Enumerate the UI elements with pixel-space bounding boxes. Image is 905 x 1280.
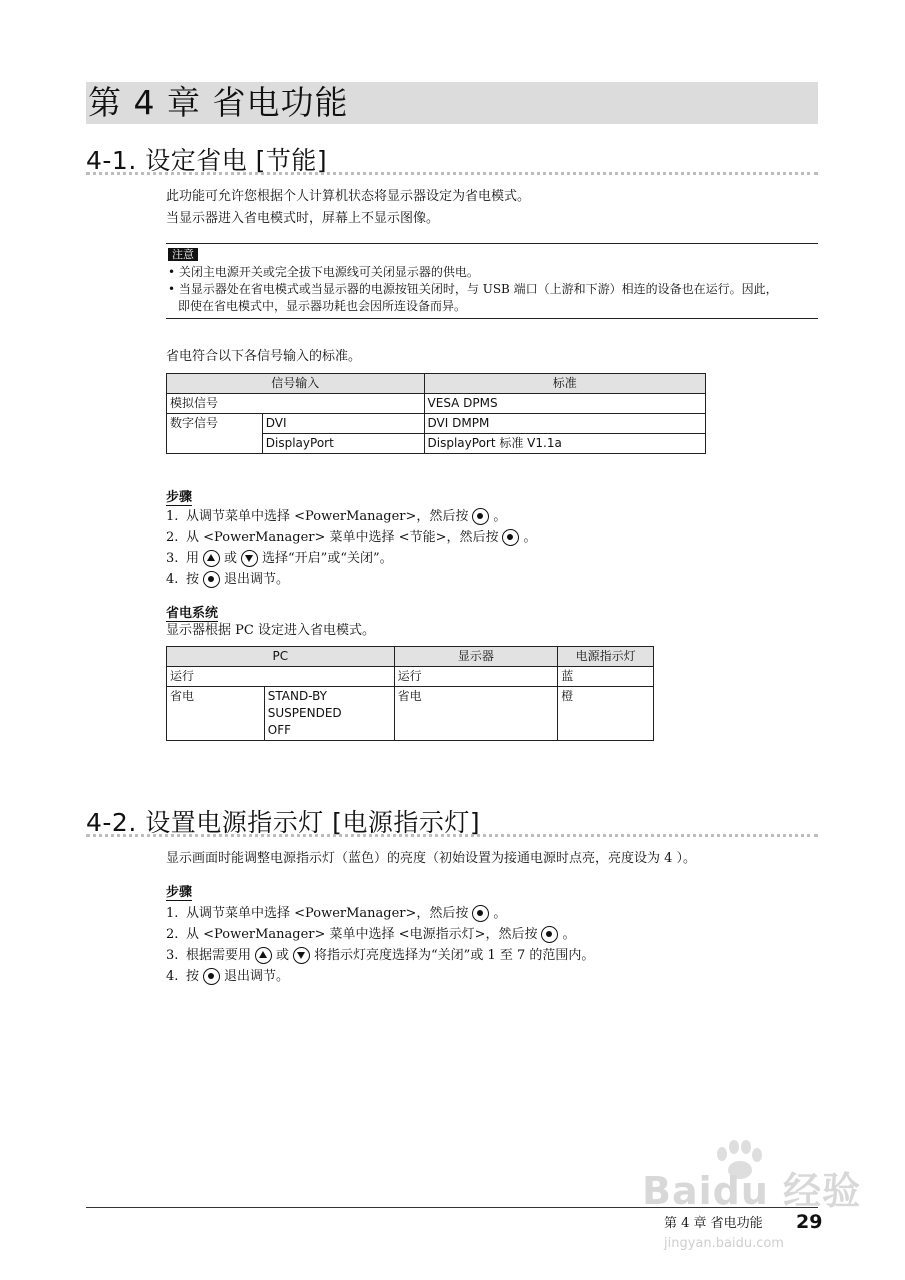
step-item <box>166 527 536 548</box>
table-row <box>167 414 706 434</box>
step-text: 从调节菜单中选择 <PowerManager>，然后按 <box>186 906 469 921</box>
enter-button-icon <box>203 571 220 588</box>
down-button-icon <box>293 947 310 964</box>
table-cell: 省电 <box>167 687 265 741</box>
down-button-icon <box>241 550 258 567</box>
step-text: 根据需要用 <box>186 948 252 963</box>
note-label: 注意 <box>168 248 198 261</box>
step-number: 2. <box>166 927 179 942</box>
chapter-title: 第 4 章 省电功能 <box>88 83 349 122</box>
step-text: 或 <box>276 948 290 963</box>
section-title-4-2: 4-2. 设置电源指示灯 [电源指示灯] <box>86 808 481 837</box>
enter-button-icon <box>203 968 220 985</box>
step-number: 4. <box>166 969 179 984</box>
step-number: 1. <box>166 509 179 524</box>
step-text: 退出调节。 <box>224 969 290 984</box>
section2-intro: 显示画面时能调整电源指示灯（蓝色）的亮度（初始设置为接通电源时点亮，亮度设为 4 ）。 <box>166 851 697 866</box>
intro-line-2: 当显示器进入省电模式时，屏幕上不显示图像。 <box>166 211 440 226</box>
step-item <box>166 924 575 945</box>
table-cell: 模拟信号 <box>167 394 425 414</box>
table-cell: 蓝 <box>558 667 654 687</box>
step-text: 或 <box>224 551 238 566</box>
step-text: 。 <box>493 509 507 524</box>
up-button-icon <box>203 550 220 567</box>
table-cell: VESA DPMS <box>424 394 705 414</box>
step-number: 4. <box>166 572 179 587</box>
intro-line-1: 此功能可允许您根据个人计算机状态将显示器设定为省电模式。 <box>166 189 531 204</box>
table-header: 标准 <box>424 374 705 394</box>
table-cell: DVI DMPM <box>424 414 705 434</box>
table-header: 显示器 <box>394 647 558 667</box>
signal-table <box>166 373 706 454</box>
step-number: 3. <box>166 551 179 566</box>
enter-button-icon <box>472 508 489 525</box>
table-row <box>167 687 654 741</box>
note-line-2: • 当显示器处在省电模式或当显示器的电源按钮关闭时，与 USB 端口（上游和下游）相连的设备也在运行。因此， <box>168 282 778 296</box>
mode-off: OFF <box>267 723 292 737</box>
step-item <box>166 945 594 966</box>
table-cell: 运行 <box>167 667 395 687</box>
watermark-logo: Baidu 经验 <box>642 1169 862 1213</box>
step-text: 从 <PowerManager> 菜单中选择 <电源指示灯>，然后按 <box>186 927 538 942</box>
step-number: 3. <box>166 948 179 963</box>
enter-button-icon <box>541 926 558 943</box>
table-cell: 运行 <box>394 667 558 687</box>
step-text: 按 <box>186 572 200 587</box>
section-title-4-1: 4-1. 设定省电 [节能] <box>86 146 328 175</box>
watermark-url: jingyan.baidu.com <box>664 1236 784 1251</box>
mode-suspended: SUSPENDED <box>267 706 342 720</box>
step-item <box>166 903 506 924</box>
table-row <box>167 667 654 687</box>
step-number: 1. <box>166 906 179 921</box>
table-cell: DisplayPort <box>262 434 424 454</box>
table-header: PC <box>167 647 395 667</box>
step-text: 退出调节。 <box>224 572 290 587</box>
power-system-table <box>166 646 654 741</box>
step-item <box>166 966 289 987</box>
step-text: 。 <box>493 906 507 921</box>
table-cell: DisplayPort 标准 V1.1a <box>424 434 705 454</box>
page-number: 29 <box>796 1211 823 1233</box>
step-text: 用 <box>186 551 200 566</box>
table-cell <box>264 687 394 741</box>
step-text: 将指示灯亮度选择为“关闭”或 1 至 7 的范围内。 <box>314 948 595 963</box>
step-item <box>166 548 393 569</box>
mode-standby: STAND-BY <box>267 689 328 703</box>
steps-heading: 步骤 <box>166 885 193 900</box>
table-header: 电源指示灯 <box>558 647 654 667</box>
table-cell: DVI <box>262 414 424 434</box>
step-number: 2. <box>166 530 179 545</box>
enter-button-icon <box>502 529 519 546</box>
step-item <box>166 569 289 590</box>
section-divider <box>86 172 818 175</box>
note-line-3: 即使在省电模式中，显示器功耗也会因所连设备而异。 <box>178 299 467 313</box>
step-text: 。 <box>562 927 576 942</box>
table-header: 信号输入 <box>167 374 425 394</box>
power-system-intro: 显示器根据 PC 设定进入省电模式。 <box>166 623 375 638</box>
step-text: 从 <PowerManager> 菜单中选择 <节能>，然后按 <box>186 530 499 545</box>
up-button-icon <box>255 947 272 964</box>
footer-chapter: 第 4 章 省电功能 <box>664 1216 763 1231</box>
enter-button-icon <box>472 905 489 922</box>
steps-heading: 步骤 <box>166 490 193 505</box>
step-text: 选择“开启”或“关闭”。 <box>262 551 393 566</box>
table-cell: 数字信号 <box>167 414 263 454</box>
table-cell: 省电 <box>394 687 558 741</box>
standard-intro: 省电符合以下各信号输入的标准。 <box>166 349 362 364</box>
table-row <box>167 394 706 414</box>
section-divider <box>86 834 818 837</box>
step-text: 。 <box>523 530 537 545</box>
note-box <box>166 243 818 319</box>
step-text: 按 <box>186 969 200 984</box>
step-text: 从调节菜单中选择 <PowerManager>，然后按 <box>186 509 469 524</box>
table-cell: 橙 <box>558 687 654 741</box>
footer-divider <box>86 1207 818 1208</box>
note-line-1: • 关闭主电源开关或完全拔下电源线可关闭显示器的供电。 <box>168 265 479 279</box>
step-item <box>166 506 506 527</box>
power-system-heading: 省电系统 <box>166 606 219 621</box>
